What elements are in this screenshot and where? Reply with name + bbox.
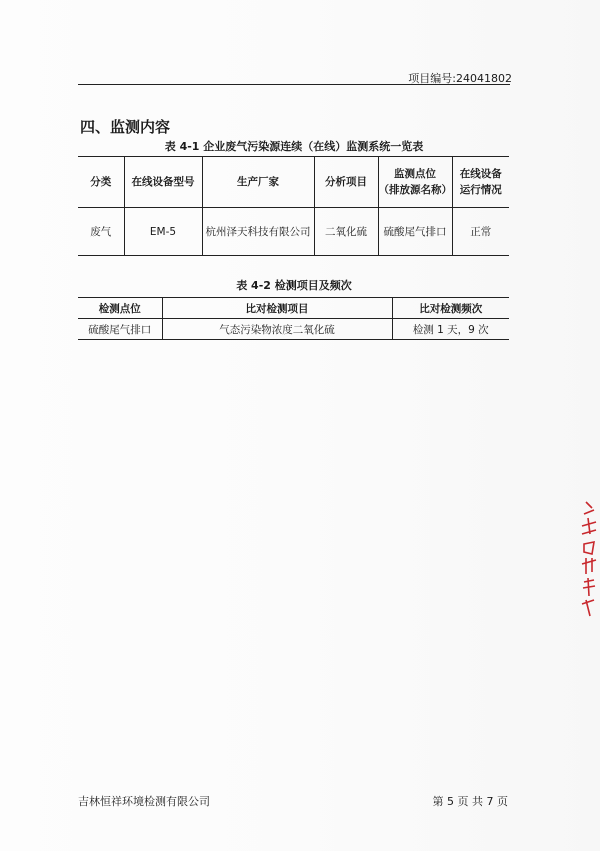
table-header-cell: 监测点位 （排放源名称）: [378, 157, 452, 208]
table-header-cell: 比对检测项目: [162, 298, 392, 319]
section-title: 四、监测内容: [80, 118, 171, 136]
table-cell: 气态污染物浓度二氧化硫: [162, 319, 392, 340]
table-header-row: [78, 157, 509, 208]
table1-caption: 表 4-1 企业废气污染源连续（在线）监测系统一览表: [164, 140, 424, 153]
table-cell: 二氧化硫: [314, 208, 378, 256]
header-rule: [78, 84, 510, 85]
table-header-cell: 检测点位: [78, 298, 162, 319]
table-row: [78, 319, 509, 340]
table-cell: 硫酸尾气排口: [88, 323, 152, 336]
table-header-row: [78, 298, 509, 319]
table-cell: 检测 1 天，9 次: [392, 319, 509, 340]
table-cell: 硫酸尾气排口: [378, 208, 452, 256]
table-header-cell: 在线设备 运行情况: [452, 157, 509, 208]
table-header-cell: 分类: [78, 157, 124, 208]
detection-items-table: [78, 297, 509, 340]
table-header-cell: 分析项目: [314, 157, 378, 208]
footer-company: 吉林恒祥环境检测有限公司: [78, 795, 210, 808]
table2-caption: 表 4-2 检测项目及频次: [236, 279, 352, 292]
table-cell: 正常: [452, 208, 509, 256]
table-header-cell: 生产厂家: [202, 157, 314, 208]
footer-page-number: 第 5 页 共 7 页: [432, 795, 508, 808]
table-header-cell: 在线设备型号: [124, 157, 202, 208]
table-row: [78, 208, 509, 256]
project-number: 项目编号:24041802: [408, 72, 512, 85]
monitoring-system-table: [78, 156, 509, 256]
red-seal-fragment: [578, 500, 600, 620]
table-cell: EM-5: [124, 208, 202, 256]
table-cell: 废气: [90, 226, 112, 238]
table-cell: 杭州泽天科技有限公司: [202, 208, 314, 256]
table-header-cell: 比对检测频次: [392, 298, 509, 319]
